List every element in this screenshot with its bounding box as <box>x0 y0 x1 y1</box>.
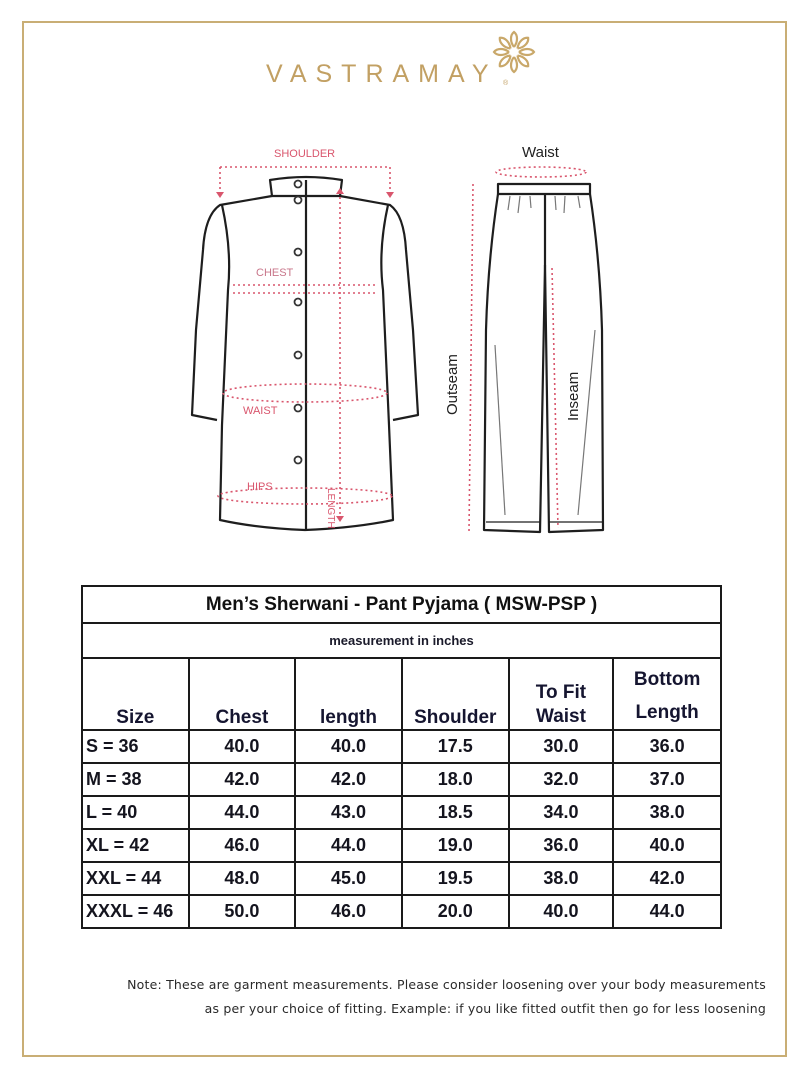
table-subtitle: measurement in inches <box>82 623 721 658</box>
label-chest: CHEST <box>256 267 294 279</box>
note-line-2: as per your choice of fitting. Example: if you like fitted outfit then go for less loosening <box>204 1001 766 1016</box>
table-header-row <box>82 658 721 730</box>
label-inseam: Inseam <box>565 371 582 421</box>
header-length: length <box>295 658 402 730</box>
cell-chest: 44.0 <box>189 796 296 829</box>
cell-chest: 40.0 <box>189 730 296 763</box>
cell-shoulder: 19.5 <box>402 862 509 895</box>
label-hips: HIPS <box>247 481 273 493</box>
header-to-fit-waist: To Fit Waist <box>509 658 614 730</box>
label-shoulder: SHOULDER <box>274 148 336 160</box>
table-row <box>82 796 721 829</box>
cell-shoulder: 18.0 <box>402 763 509 796</box>
cell-size: L = 40 <box>82 796 189 829</box>
cell-length: 46.0 <box>295 895 402 928</box>
cell-size: XXXL = 46 <box>82 895 189 928</box>
cell-length: 44.0 <box>295 829 402 862</box>
registered-mark: ® <box>503 80 509 87</box>
cell-shoulder: 20.0 <box>402 895 509 928</box>
cell-shoulder: 17.5 <box>402 730 509 763</box>
pyjama-illustration <box>484 184 603 532</box>
cell-waist: 38.0 <box>509 862 614 895</box>
cell-size: M = 38 <box>82 763 189 796</box>
label-waist: WAIST <box>243 405 278 417</box>
header-bottom-length: Bottom Length <box>613 658 721 730</box>
cell-size: XXL = 44 <box>82 862 189 895</box>
sherwani-illustration <box>192 177 418 530</box>
cell-bottom-length: 42.0 <box>613 862 721 895</box>
cell-length: 45.0 <box>295 862 402 895</box>
cell-bottom-length: 36.0 <box>613 730 721 763</box>
cell-waist: 30.0 <box>509 730 614 763</box>
note-line-1: Note: These are garment measurements. Please consider loosening over your body measurements <box>127 977 766 992</box>
cell-bottom-length: 37.0 <box>613 763 721 796</box>
table-row <box>82 862 721 895</box>
header-chest: Chest <box>189 658 296 730</box>
cell-bottom-length: 38.0 <box>613 796 721 829</box>
label-length: LENGTH <box>325 488 336 529</box>
cell-length: 43.0 <box>295 796 402 829</box>
cell-bottom-length: 40.0 <box>613 829 721 862</box>
cell-bottom-length: 44.0 <box>613 895 721 928</box>
table-row <box>82 829 721 862</box>
cell-waist: 36.0 <box>509 829 614 862</box>
cell-waist: 40.0 <box>509 895 614 928</box>
table-row <box>82 730 721 763</box>
label-pyjama-waist: Waist <box>522 144 559 161</box>
cell-shoulder: 18.5 <box>402 796 509 829</box>
cell-chest: 48.0 <box>189 862 296 895</box>
header-size: Size <box>82 658 189 730</box>
label-outseam: Outseam <box>444 354 461 415</box>
table-row <box>82 763 721 796</box>
cell-size: XL = 42 <box>82 829 189 862</box>
cell-shoulder: 19.0 <box>402 829 509 862</box>
cell-chest: 50.0 <box>189 895 296 928</box>
cell-chest: 46.0 <box>189 829 296 862</box>
brand-name: VASTRAMAY <box>266 60 498 88</box>
cell-chest: 42.0 <box>189 763 296 796</box>
cell-length: 40.0 <box>295 730 402 763</box>
table-title: Men’s Sherwani - Pant Pyjama ( MSW-PSP ) <box>82 586 721 623</box>
cell-size: S = 36 <box>82 730 189 763</box>
header-shoulder: Shoulder <box>402 658 509 730</box>
size-chart-table <box>81 585 722 929</box>
cell-length: 42.0 <box>295 763 402 796</box>
table-row <box>82 895 721 928</box>
sherwani-buttons <box>295 181 302 464</box>
cell-waist: 32.0 <box>509 763 614 796</box>
cell-waist: 34.0 <box>509 796 614 829</box>
